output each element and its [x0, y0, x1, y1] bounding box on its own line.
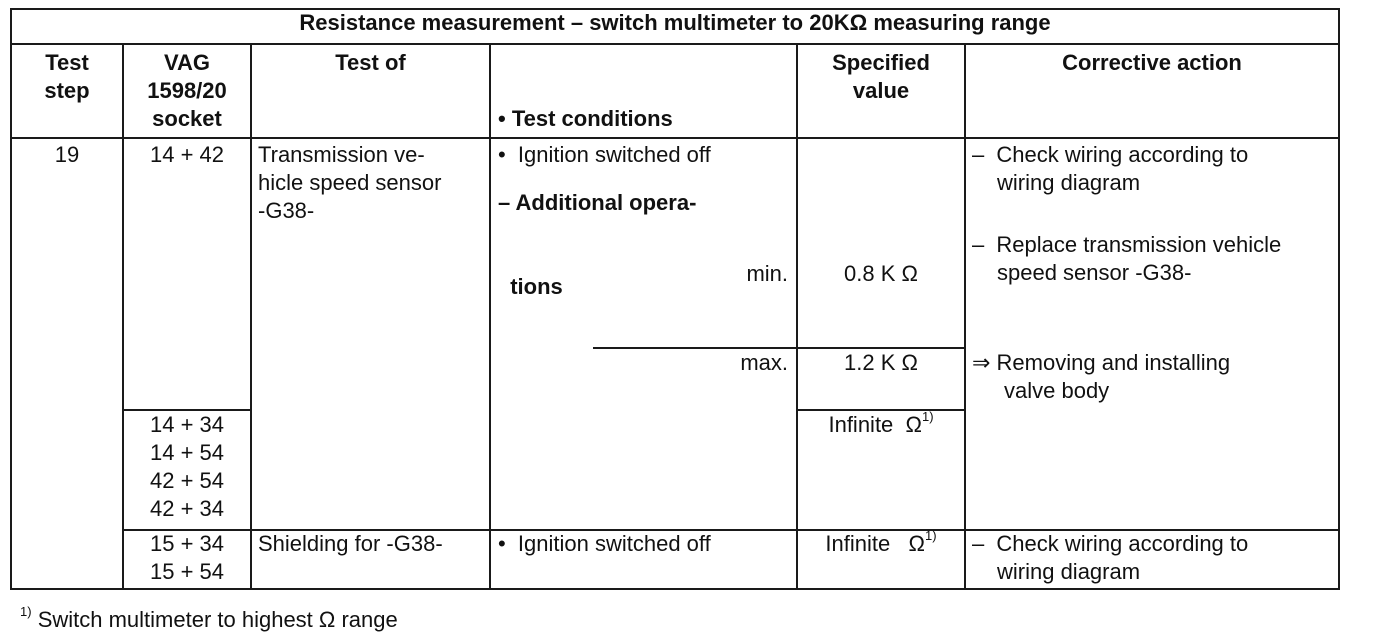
- dash-marker: –: [972, 142, 991, 167]
- footnote-marker: 1): [20, 603, 32, 619]
- table-border-right: [1338, 8, 1340, 590]
- footnote-ref: 1): [921, 408, 934, 424]
- dash-marker: –: [972, 232, 991, 257]
- value-r2-text: Infinite Ω: [828, 412, 922, 437]
- header-conditions-line2: – Additional opera-: [498, 190, 697, 215]
- corrective-r1-item1-line2: wiring diagram: [997, 170, 1141, 195]
- test-of-r3: Shielding for -G38-: [258, 531, 443, 556]
- max-label: max.: [740, 350, 788, 375]
- test-of-r1-line1: Transmission ve-: [258, 142, 425, 167]
- dash-marker: –: [972, 531, 991, 556]
- test-of-r1-line2: hicle speed sensor: [258, 170, 442, 195]
- socket-r3-1: 15 + 34: [149, 531, 224, 556]
- sockets-r2: [124, 411, 250, 523]
- col-line-5: [964, 43, 966, 590]
- header-conditions-line1: • Test conditions: [498, 106, 673, 131]
- corrective-r1-item3-line2: valve body: [1004, 378, 1110, 403]
- min-value: 0.8 K Ω: [844, 261, 918, 286]
- corrective-r1-item1-line1: [972, 141, 1248, 169]
- socket-r3-2: 15 + 54: [149, 559, 224, 584]
- header-specified-value: [798, 49, 964, 105]
- value-r2: [798, 408, 964, 439]
- header-test-step-line1: Test: [45, 50, 89, 75]
- corrective-r1-item2-line1: [972, 231, 1281, 259]
- header-specified-line2: value: [852, 78, 910, 103]
- col-line-2: [250, 43, 252, 590]
- value-r3: [798, 527, 964, 558]
- title-separator: [10, 43, 1340, 45]
- condition-r3: • Ignition switched off: [498, 531, 711, 556]
- corrective-r1-item1: [972, 141, 1248, 197]
- socket-r2-2: 14 + 54: [149, 440, 224, 465]
- corrective-r1-item2: [972, 231, 1281, 287]
- col-line-4: [796, 43, 798, 590]
- footnote-text: Switch multimeter to highest Ω range: [37, 607, 398, 632]
- arrow-icon: ⇒: [972, 350, 997, 375]
- sockets-r3: [124, 530, 250, 586]
- header-test-of: Test of: [335, 50, 406, 75]
- header-test-step: [12, 49, 122, 105]
- corrective-text: Check wiring according to: [996, 531, 1249, 556]
- test-of-r1-line3: -G38-: [258, 198, 315, 223]
- value-r3-text: Infinite Ω: [825, 531, 926, 556]
- table-title: Resistance measurement – switch multimeter to 20KΩ measuring range: [299, 10, 1051, 35]
- condition-r1: • Ignition switched off: [498, 142, 711, 167]
- header-socket-line3: socket: [152, 106, 222, 131]
- test-of-r1: [258, 141, 441, 225]
- corrective-r1-item2-line2: speed sensor -G38-: [997, 260, 1192, 285]
- socket-r2-4: 42 + 34: [149, 496, 224, 521]
- header-corrective-action: Corrective action: [1062, 50, 1242, 75]
- corrective-r1-item3: [972, 349, 1230, 405]
- corrective-r1-item3-line1: [972, 349, 1230, 377]
- corrective-text: Replace transmission vehicle: [996, 232, 1282, 257]
- corrective-r3: [972, 530, 1248, 586]
- corrective-text: Check wiring according to: [996, 142, 1249, 167]
- header-socket-line2: 1598/20: [147, 78, 227, 103]
- footnote-ref: 1): [925, 527, 937, 543]
- table-border-bottom: [10, 588, 1340, 590]
- max-value: 1.2 K Ω: [844, 350, 918, 375]
- socket-r2-1: 14 + 34: [149, 412, 224, 437]
- header-specified-line1: Specified: [832, 50, 930, 75]
- corrective-r3-line1: [972, 530, 1248, 558]
- corrective-text: Removing and installing: [996, 350, 1231, 375]
- socket-r1: 14 + 42: [149, 142, 224, 167]
- header-socket: [124, 49, 250, 133]
- min-label: min.: [746, 261, 788, 286]
- header-conditions-line3: tions: [498, 274, 563, 299]
- footnote: [20, 603, 398, 634]
- socket-r2-3: 42 + 54: [149, 468, 224, 493]
- header-socket-line1: VAG: [163, 50, 211, 75]
- corrective-r3-line2: wiring diagram: [997, 559, 1141, 584]
- header-test-step-line2: step: [44, 78, 90, 103]
- test-step-number: 19: [54, 142, 80, 167]
- col-line-3: [489, 43, 491, 590]
